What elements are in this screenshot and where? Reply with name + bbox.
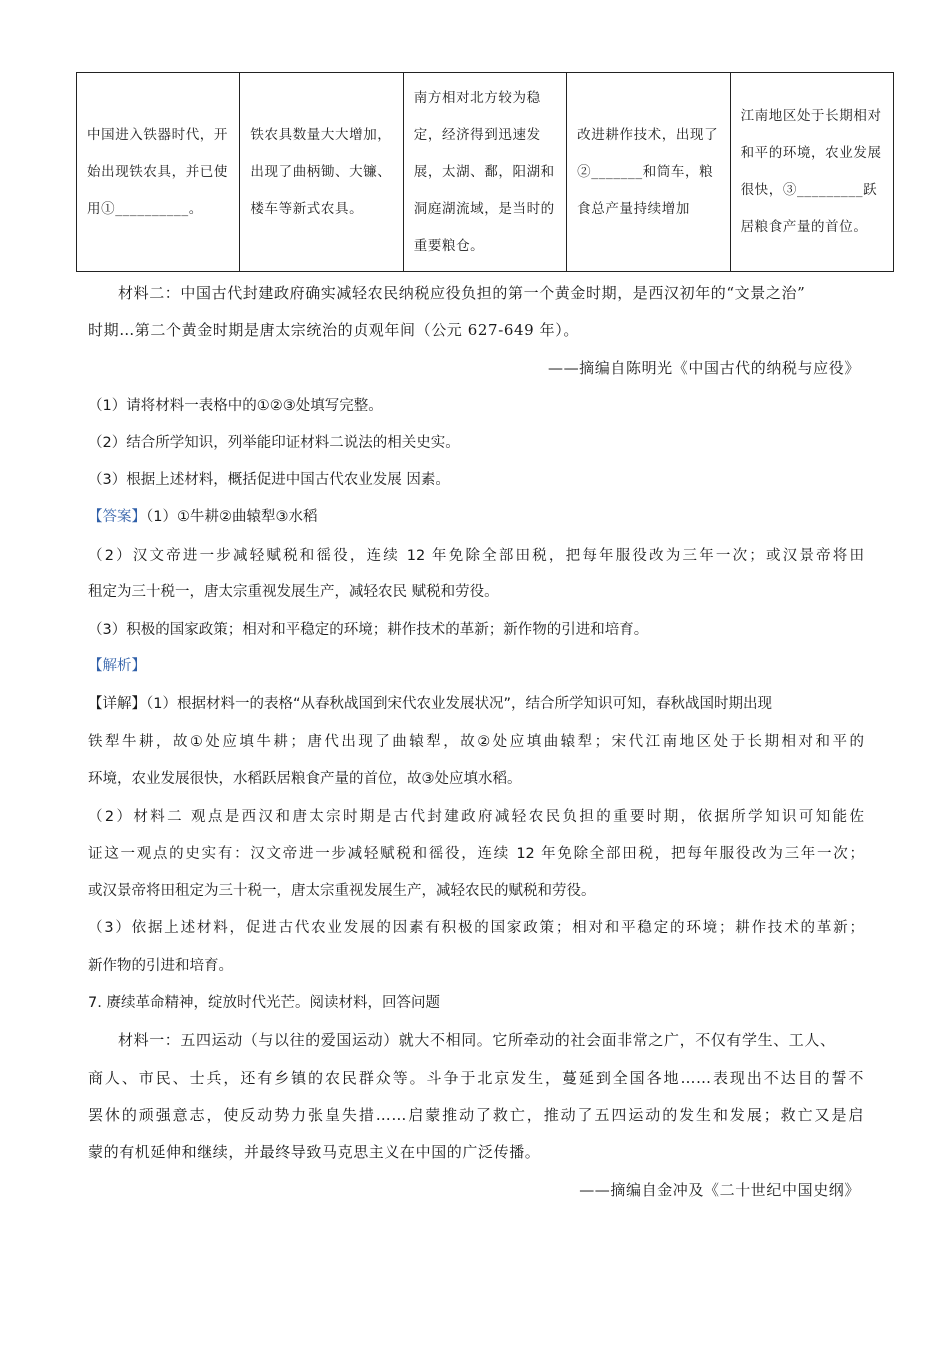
table-row xyxy=(77,73,894,272)
material2-source: ——摘编自陈明光《中国古代的纳税与应役》 xyxy=(547,359,860,377)
material1-line2: 商人、市民、士兵，还有乡镇的农民群众等。斗争于北京发生，蔓延到全国各地……表现出不达目的誓不 xyxy=(88,1069,864,1087)
answer-2-line2: 租定为三十税一，唐太宗重视发展生产，减轻农民 赋税和劳役。 xyxy=(88,584,499,600)
answer-3: （3）积极的国家政策；相对和平稳定的环境；耕作技术的革新；新作物的引进和培育。 xyxy=(88,622,649,638)
table-cell-tang: 改进耕作技术，出现了②_______和筒车，粮食总产量持续增加 xyxy=(567,73,730,272)
detail-3-line1: （3）依据上述材料，促进古代农业发展的因素有积极的国家政策；相对和平稳定的环境；耕作技术的革新； xyxy=(88,920,864,936)
detail-2-line1: （2）材料二 观点是西汉和唐太宗时期是古代封建政府减轻农民负担的重要时期，依据所学知识可知能佐 xyxy=(88,809,864,825)
detail-2-line2: 证这一观点的史实有：汉文帝进一步减轻赋税和徭役，连续 12 年免除全部田税，把每年服役改为三年一次； xyxy=(88,846,864,862)
answer-line-1 xyxy=(88,507,868,527)
material2-line2: 时期…第二个黄金时期是唐太宗统治的贞观年间（公元 627-649 年）。 xyxy=(88,321,579,339)
answer-2-line1: （2）汉文帝进一步减轻赋税和徭役，连续 12 年免除全部田税，把每年服役改为三年一次；或汉景帝将田 xyxy=(88,548,864,564)
table-cell-han: 铁农具数量大大增加，出现了曲柄锄、大镰、楼车等新式农具。 xyxy=(240,73,403,272)
detail-1-line1: 【详解】（1）根据材料一的表格“从春秋战国到宋代农业发展状况”，结合所学知识可知，春秋战国时期出现 xyxy=(88,696,772,712)
detail-2-line3: 或汉景帝将田租定为三十税一，唐太宗重视发展生产，减轻农民的赋税和劳役。 xyxy=(88,883,596,899)
table-cell-spring-autumn: 中国进入铁器时代，开始出现铁农具，并已使用①__________。 xyxy=(77,73,240,272)
answer-1: （1）①牛耕②曲辕犁③水稻 xyxy=(146,509,318,525)
material1-source: ——摘编自金冲及《二十世纪中国史纲》 xyxy=(579,1181,860,1199)
question-1: （1）请将材料一表格中的①②③处填写完整。 xyxy=(88,398,383,414)
detail-1-line2: 铁犁牛耕，故①处应填牛耕；唐代出现了曲辕犁，故②处应填曲辕犁；宋代江南地区处于长期相对和平的 xyxy=(88,734,864,750)
material1-line3: 罢休的顽强意志，使反动势力张皇失措……启蒙推动了救亡，推动了五四运动的发生和发展；救亡又是启 xyxy=(88,1106,864,1124)
question-7-title: 7. 赓续革命精神，绽放时代光芒。阅读材料，回答问题 xyxy=(88,995,440,1011)
detail-1-line3: 环境，农业发展很快，水稻跃居粮食产量的首位，故③处应填水稻。 xyxy=(88,771,522,787)
agriculture-table xyxy=(76,72,894,272)
material2-line1: 材料二：中国古代封建政府确实减轻农民纳税应役负担的第一个黄金时期，是西汉初年的“文景之治” xyxy=(118,284,806,302)
question-3: （3）根据上述材料，概括促进中国古代农业发展 因素。 xyxy=(88,472,450,488)
table-cell-wei-jin: 南方相对北方较为稳定，经济得到迅速发展，太湖、鄱，阳湖和洞庭湖流域，是当时的重要粮仓。 xyxy=(403,73,566,272)
table-cell-song: 江南地区处于长期相对和平的环境，农业发展很快，③_________跃居粮食产量的首位。 xyxy=(730,73,893,272)
analysis-tag: 【解析】 xyxy=(88,658,146,674)
question-2: （2）结合所学知识，列举能印证材料二说法的相关史实。 xyxy=(88,435,460,451)
answer-tag: 【答案】 xyxy=(88,509,146,525)
material1-line4: 蒙的有机延伸和继续，并最终导致马克思主义在中国的广泛传播。 xyxy=(88,1143,541,1161)
detail-3-line2: 新作物的引进和培育。 xyxy=(88,958,233,974)
material1-line1: 材料一：五四运动（与以往的爱国运动）就大不相同。它所牵动的社会面非常之广，不仅有学生、工人、 xyxy=(118,1031,836,1049)
detail-tag: 【详解】 xyxy=(88,696,146,712)
